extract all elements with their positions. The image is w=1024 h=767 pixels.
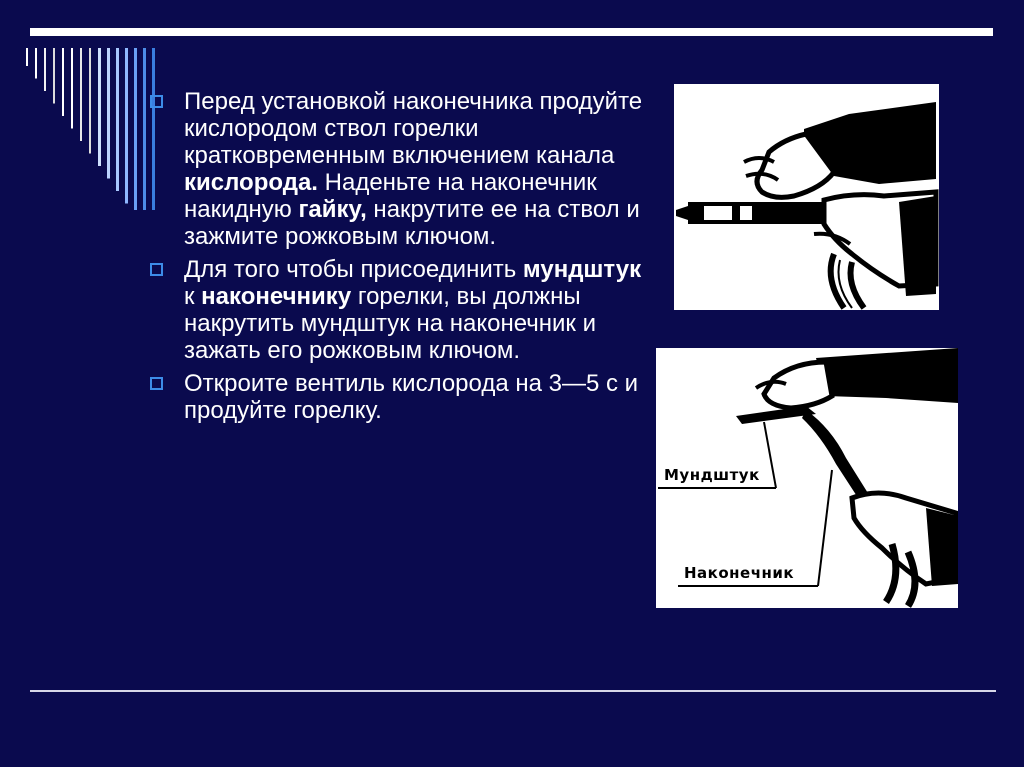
- decorative-stripe: [71, 48, 73, 129]
- decorative-stripe: [134, 48, 137, 210]
- decorative-stripe: [107, 48, 110, 179]
- bullet-text: Перед установкой наконечника продуйте кислородом ствол горелки кратковременным включением канала: [184, 88, 643, 169]
- bullet-text: Наденьте на наконечник накидную: [184, 169, 597, 223]
- label-tip: Наконечник: [684, 564, 795, 582]
- decorative-stripe: [26, 48, 28, 66]
- bottom-rule: [30, 690, 996, 692]
- top-rule: [30, 28, 993, 36]
- decorative-stripe: [89, 48, 91, 154]
- bullet-list: [148, 88, 648, 430]
- bullet-item: [148, 256, 648, 364]
- decorative-stripe: [125, 48, 128, 204]
- mouthpiece-illustration: [656, 348, 958, 608]
- bullet-text: Откроите вентиль кислорода на 3—5 с и продуйте горелку.: [184, 370, 639, 424]
- decorative-stripe: [98, 48, 101, 166]
- bullet-text-bold: наконечнику: [201, 283, 352, 310]
- torch-tip-illustration: [674, 84, 939, 310]
- bullet-text: горелки, вы должны накрутить мундштук на наконечник и зажать его рожковым ключом.: [184, 283, 596, 364]
- bullet-text-bold: гайку,: [298, 196, 367, 223]
- decorative-stripe: [62, 48, 64, 116]
- square-bullet-icon: [150, 377, 163, 390]
- decorative-stripe: [143, 48, 146, 210]
- decorative-stripe: [53, 48, 55, 104]
- bullet-text: Для того чтобы присоединить: [184, 256, 523, 283]
- decorative-stripe: [80, 48, 82, 141]
- bullet-text: накрутите ее на ствол и зажмите рожковым ключом.: [184, 196, 640, 250]
- bullet-text-bold: мундштук: [522, 256, 642, 283]
- decorative-stripe: [35, 48, 37, 79]
- bullet-item: [148, 370, 648, 424]
- decorative-stripe: [44, 48, 46, 91]
- bullet-text: к: [184, 283, 202, 310]
- bullet-text-bold: кислорода.: [184, 169, 318, 196]
- bullet-item: [148, 88, 648, 250]
- label-mouthpiece: Мундштук: [664, 466, 760, 484]
- square-bullet-icon: [150, 263, 163, 276]
- torch-tip-drawing: [674, 84, 939, 310]
- square-bullet-icon: [150, 95, 163, 108]
- decorative-stripe: [116, 48, 119, 191]
